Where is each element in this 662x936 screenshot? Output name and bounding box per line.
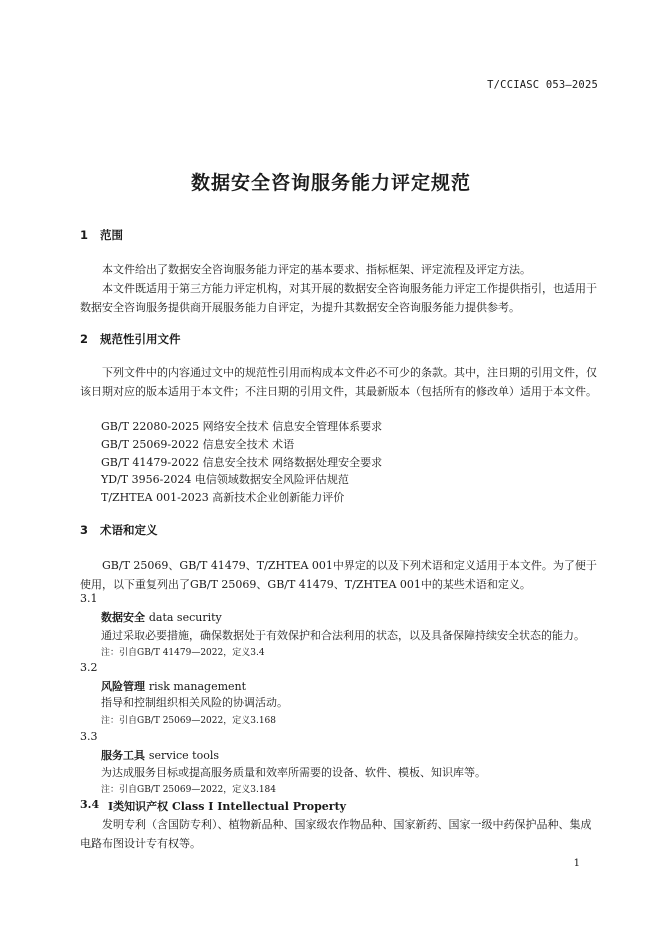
term-name-cn: 服务工具 xyxy=(101,749,145,762)
term-name-en: data security xyxy=(148,611,222,624)
term-definition: 通过采取必要措施，确保数据处于有效保护和合法利用的状态，以及具备保障持续安全状态的能力。 xyxy=(101,629,585,642)
section-3-title: 术语和定义 xyxy=(100,523,158,537)
section-1-para-1: 本文件给出了数据安全咨询服务能力评定的基本要求、指标框架、评定流程及评定方法。 xyxy=(102,263,531,276)
term-note: 注：引自GB/T 25069—2022，定义3.168 xyxy=(101,716,276,726)
term-note: 注：引自GB/T 25069—2022，定义3.184 xyxy=(101,785,276,795)
term-definition: 为达成服务目标或提高服务质量和效率所需要的设备、软件、模板、知识库等。 xyxy=(101,766,486,779)
reference-item: GB/T 25069-2022 信息安全技术 术语 xyxy=(101,438,295,451)
term-definition: 指导和控制组织相关风险的协调活动。 xyxy=(101,696,288,709)
term-number: 3.3 xyxy=(80,730,98,743)
term-name xyxy=(101,678,246,694)
section-2-intro: 下列文件中的内容通过文中的规范性引用而构成本文件必不可少的条款。其中，注日期的引用文件，仅该日期对应的版本适用于本文件；不注日期的引用文件，其最新版本（包括所有的修改单）适用于本文件。 xyxy=(80,366,597,398)
document-title: 数据安全咨询服务能力评定规范 xyxy=(190,172,471,194)
section-3-number: 3 xyxy=(80,523,89,537)
term-note: 注：引自GB/T 41479—2022，定义3.4 xyxy=(101,648,265,658)
term-name xyxy=(101,609,222,625)
reference-item: T/ZHTEA 001-2023 高新技术企业创新能力评价 xyxy=(101,491,345,504)
term-name xyxy=(101,747,219,763)
page-number: 1 xyxy=(573,858,580,869)
section-2-number: 2 xyxy=(80,332,89,346)
term-heading: Ⅰ类知识产权 Class Ⅰ Intellectual Property xyxy=(108,800,347,813)
section-1-title: 范围 xyxy=(100,228,123,242)
standard-code: T/CCIASC 053—2025 xyxy=(487,79,598,91)
reference-item: YD/T 3956-2024 电信领域数据安全风险评估规范 xyxy=(101,473,349,486)
section-3-heading xyxy=(80,522,158,538)
term-number: 3.1 xyxy=(80,592,98,605)
section-1-number: 1 xyxy=(80,228,89,242)
reference-item: GB/T 22080-2025 网络安全技术 信息安全管理体系要求 xyxy=(101,420,383,433)
section-2-heading xyxy=(80,331,181,347)
reference-item: GB/T 41479-2022 信息安全技术 网络数据处理安全要求 xyxy=(101,456,383,469)
term-name-cn: 数据安全 xyxy=(101,611,145,624)
term-definition: 发明专利（含国防专利）、植物新品种、国家级农作物品种、国家新药、国家一级中药保护品种、集成电路布图设计专有权等。 xyxy=(80,818,592,850)
term-number: 3.2 xyxy=(80,661,98,674)
term-name-en: risk management xyxy=(148,680,247,693)
term-number: 3.4 xyxy=(80,798,100,811)
term-name-cn: 风险管理 xyxy=(101,680,145,693)
section-1-para-2: 本文件既适用于第三方能力评定机构，对其开展的数据安全咨询服务能力评定工作提供指引，也适用于数据安全咨询服务提供商开展服务能力自评定，为提升其数据安全咨询服务能力提供参考。 xyxy=(80,282,597,314)
section-3-intro: GB/T 25069、GB/T 41479、T/ZHTEA 001中界定的以及下列术语和定义适用于本文件。为了便于使用，以下重复列出了GB/T 25069、GB/T 41479、T/ZHTEA 001中的某些术语和定义。 xyxy=(80,559,597,591)
term-name-en: service tools xyxy=(148,749,219,762)
section-2-title: 规范性引用文件 xyxy=(100,332,181,346)
section-1-heading xyxy=(80,227,123,243)
